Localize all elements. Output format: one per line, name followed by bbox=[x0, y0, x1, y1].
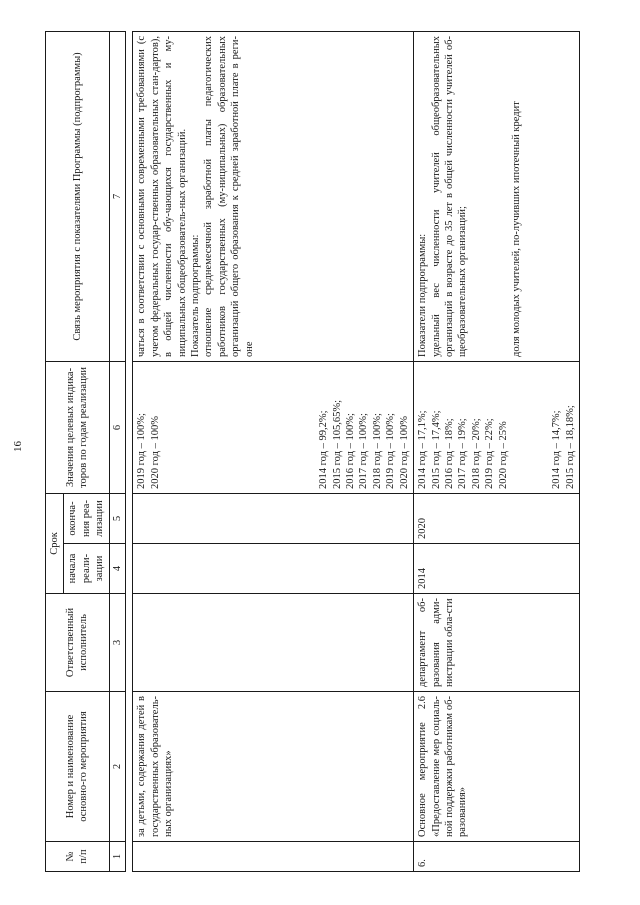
header-indicators: Значения целевых индика-торов по годам реализации bbox=[46, 361, 110, 493]
row-executor bbox=[133, 594, 414, 692]
indicator-value: 2019 год – 100%; bbox=[136, 413, 148, 489]
col-number: 7 bbox=[109, 31, 125, 361]
col-number: 4 bbox=[109, 544, 125, 594]
row-start: 2014 bbox=[414, 544, 580, 594]
indicator-value: 2017 год – 100%; bbox=[358, 413, 370, 489]
column-numbers-row bbox=[109, 31, 125, 871]
link-text: отношение среднемесячной заработной платы педагогических работников государственных (му-ниципальных) образовательных организаций общего образования к средней заработной плате в реги-оне bbox=[203, 35, 255, 357]
row-name: за детьми, содержания детей в государственных образователь-ных организациях» bbox=[133, 692, 414, 842]
row-indicators bbox=[133, 361, 414, 493]
indicator-value: 2020 год – 100% bbox=[149, 416, 161, 489]
header-num: № п/п bbox=[46, 842, 110, 872]
col-number: 2 bbox=[109, 692, 125, 842]
indicator-value: 2016 год – 18%; bbox=[444, 418, 455, 489]
link-text: чаться в соответствии с основными современными требованиями (с учетом федеральных государ-ственных образовательных стан-дартов), в общей численности обу-чающихся государственных и му-ниципальных общеобразователь-ных организаций. bbox=[136, 35, 188, 357]
indicator-value: 2015 год – 17,4%; bbox=[430, 410, 442, 489]
indicator-value: 2017 год – 19%; bbox=[457, 418, 469, 489]
header-start: начала реали-зации bbox=[64, 544, 109, 594]
col-number: 3 bbox=[109, 594, 125, 692]
header-end: оконча-ния реа-лизации bbox=[64, 493, 109, 543]
gap-row bbox=[126, 31, 133, 871]
document-sheet bbox=[45, 32, 580, 872]
indicator-value: 2014 год – 99,2%; bbox=[318, 410, 330, 489]
link-text: удельный вес численности учителей общеобразовательных организаций в возрасте до 35 лет в общей численности учителей об-щеобразовательных организаций; bbox=[430, 35, 469, 357]
col-number: 5 bbox=[109, 493, 125, 543]
col-number: 6 bbox=[109, 361, 125, 493]
col-number: 1 bbox=[109, 842, 125, 872]
header-name: Номер и наименование основно-го мероприятия bbox=[46, 692, 110, 842]
indicator-value: 2018 год – 20%; bbox=[470, 418, 482, 489]
link-text: доля молодых учителей, по-лучивших ипотечный кредит bbox=[510, 101, 522, 357]
indicator-value: 2020 год – 100% bbox=[398, 416, 410, 489]
header-term: Срок bbox=[46, 493, 64, 593]
row-link bbox=[133, 31, 414, 361]
link-title: Показатель подпрограммы: bbox=[189, 234, 201, 357]
page-number: 16 bbox=[12, 441, 24, 452]
link-title: Показатели подпрограммы: bbox=[417, 233, 429, 357]
indicator-value: 2019 год – 100%; bbox=[385, 413, 397, 489]
row-end: 2020 bbox=[414, 493, 580, 543]
row-indicators bbox=[414, 361, 580, 493]
indicator-value: 2015 год – 18,18%; bbox=[564, 405, 576, 489]
indicator-value: 2015 год – 105,65%; bbox=[331, 399, 343, 489]
row-link bbox=[414, 31, 580, 361]
indicator-value: 2014 год – 17,1%; bbox=[417, 410, 429, 489]
row-num: 6. bbox=[414, 842, 580, 872]
header-row bbox=[46, 31, 64, 871]
header-link: Связь мероприятия с показателями Программы (подпрограммы) bbox=[46, 31, 110, 361]
activities-table bbox=[45, 31, 580, 872]
row-end bbox=[133, 493, 414, 543]
indicator-value: 2014 год – 14,7%; bbox=[551, 410, 563, 489]
header-executor: Ответственный исполнитель bbox=[46, 594, 110, 692]
table-row bbox=[414, 31, 580, 871]
row-start bbox=[133, 544, 414, 594]
indicator-value: 2020 год – 25% bbox=[497, 421, 509, 489]
row-executor: департамент об-разования адми-нистрации обла-сти bbox=[414, 594, 580, 692]
indicator-value: 2016 год – 100%; bbox=[344, 413, 356, 489]
table-row bbox=[133, 31, 414, 871]
indicator-value: 2019 год – 22%; bbox=[484, 418, 496, 489]
row-num bbox=[133, 842, 414, 872]
row-name: Основное мероприятие 2.6 «Предоставление мер социаль-ной поддержки работникам об-разования» bbox=[414, 692, 580, 842]
indicator-value: 2018 год – 100%; bbox=[371, 413, 383, 489]
